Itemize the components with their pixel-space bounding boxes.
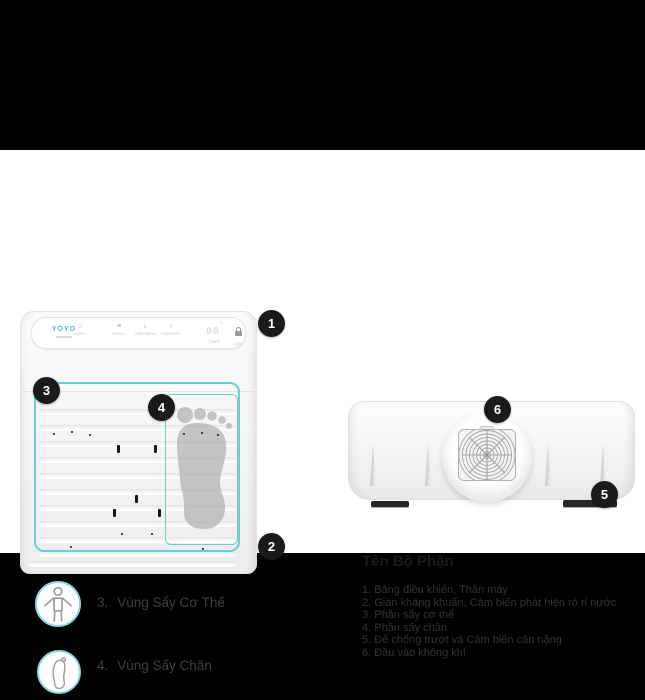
support-leg [425,443,431,486]
callout-6: 6 [484,396,511,423]
arrow-down-icon: ↓ [143,323,147,330]
degree-mark: ° [220,321,223,327]
arrow-up-icon: ↑ [169,323,173,330]
part-item-5: 5. Đế chống trượt và Cảm biến cân nặng [362,634,562,647]
legend-body-zone-number: 3. [97,595,109,610]
legend-foot-zone-badge [37,650,81,694]
sensor-slot [135,495,138,503]
ion-icon: ≡ [116,323,122,330]
callout-4: 4 [148,394,175,421]
power-icon: ○ [77,323,83,330]
foot-dry-zone-outline [165,394,238,545]
foot-body-button [156,322,186,336]
sensor-slot [113,509,116,517]
lock-button [230,323,246,346]
legend-foot-zone-text: Vùng Sấy Chân [117,658,212,673]
part-item-2: 2. Giàn kháng khuẩn, Cảm biến phát hiện rò rỉ nước [362,596,617,609]
parts-list [362,584,645,660]
support-leg [600,443,606,486]
legend-body-zone-badge [35,581,81,627]
part-item-3: 3. Phần sấy cơ thể [362,609,455,622]
mat-slat [29,561,236,567]
timer-label: TIMER [208,339,220,344]
power-button [65,322,95,336]
foot-body-button-label: FOOT/BODY [160,331,182,336]
legend-foot-zone-number: 4. [97,658,109,673]
brand-tagline [56,336,72,338]
part-item-1: 1. Bảng điều khiển, Thân máy [362,584,508,596]
sensor-slot [154,445,157,453]
fan-grille [457,426,517,483]
person-icon [37,583,79,625]
support-leg [370,443,376,486]
callout-5: 5 [591,481,618,508]
content-area [0,150,645,673]
callout-3: 3 [33,377,60,404]
brand-logo: YOYO [51,326,77,333]
part-item-4: 4. Phần sấy chân [362,621,448,634]
ion-button-label: ION/VOL [112,331,126,336]
sensor-slot [117,445,120,453]
dryer-top-view [20,311,257,574]
timer-digits: 00 [205,326,221,337]
cool-warm-button-label: COOL/WARM [134,331,156,336]
control-panel [31,317,246,349]
legend-body-zone-label [97,595,225,610]
timer-display [197,321,231,344]
legend-body-zone-text: Vùng Sấy Cơ Thế [117,595,225,610]
anti-slip-foot-left [371,501,409,507]
support-leg [545,443,551,486]
callout-2: 2 [258,533,285,560]
callout-1: 1 [258,310,285,337]
foot-icon [39,652,79,692]
sensor-slot [158,509,161,517]
lock-icon [235,331,242,336]
legend-foot-zone-label [97,658,212,673]
power-button-label: ON/OFF [73,331,87,336]
part-item-6: 6. Đầu vào không khí [362,646,466,659]
lock-label: LOCK [233,341,243,346]
parts-list-title: Tên Bộ Phận [362,553,454,570]
